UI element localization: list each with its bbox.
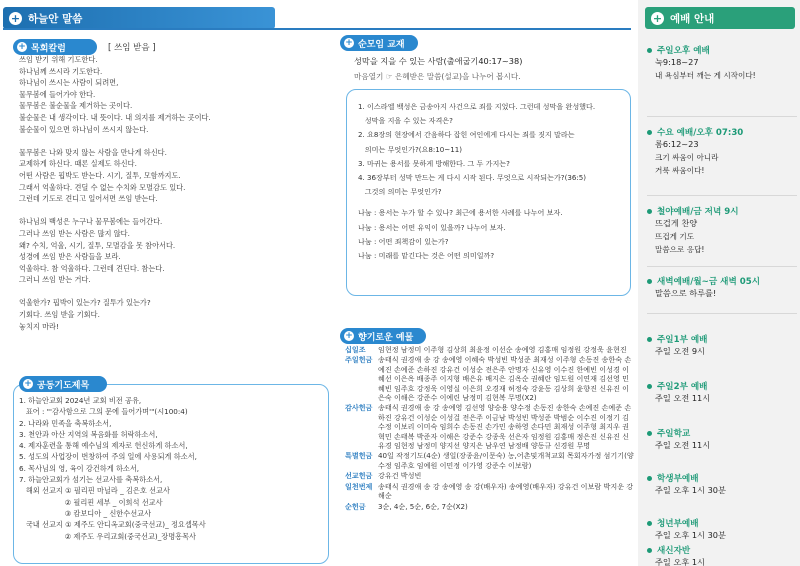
service-item: [647, 333, 797, 358]
offering-names: 3순, 4순, 5순, 6순, 7순(X2): [378, 501, 468, 511]
section-banner-sermon: [3, 7, 275, 29]
column-line: [19, 135, 319, 147]
share-prompt: 나눔 : 어떤 죄책감이 있는가?: [358, 236, 449, 246]
service-detail: 말씀으로 하루를!: [655, 288, 717, 298]
bullet-icon: [647, 279, 652, 284]
service-name-text: 주일2부 예배: [657, 382, 708, 392]
offering-row: [345, 502, 635, 511]
service-name: [647, 472, 797, 484]
offering-names: 강유건 박성빈: [378, 471, 422, 481]
offering-category: 감사헌금: [345, 403, 373, 413]
service-divider: [647, 313, 797, 314]
column-line: 물무봄은 나와 맞지 않는 사람을 만나게 하신다.: [19, 147, 167, 157]
prayer-item: 1. 하늘안교회 2024년 교회 비전 공유,: [19, 396, 142, 405]
service-item: [647, 544, 797, 566]
service-divider: [647, 116, 797, 117]
service-name-text: 수요 예배/오후 07:30: [657, 128, 744, 138]
offering-row: [345, 451, 635, 470]
column-line: 하나님이 쓰시는 사람이 되려면,: [19, 78, 119, 88]
column-line: 그래서 억울하다. 견딜 수 없는 수치와 모멸감도 있다.: [19, 182, 186, 192]
offering-names: 송태식 권경애 송 강 송예영 김선영 양승용 양수정 손동진 송한숙 손예진 손예준 손하진 강유건 이성순 이성걸 전은주 이금남 박성빈 박성준 박범순 이수진 이정기 김수정 이보리 이미숙 임희수 손동진 손가민 송하영 손다민 최재성 이주형 최지우 권혁민 손태복 박준자 이해은 강준수 강종욱 선은자 임정원 김홍매 정은진 신유진 신유경 임현정 남정미 양지선 양지은 남우연 남정배 양동규 신경원 무명: [378, 403, 632, 451]
bullet-icon: [647, 476, 652, 481]
offering-names: 임현정 남정미 이주형 김상희 최윤정 이선순 송예영 김홍매 임정원 강정욱 윤현진: [378, 345, 627, 354]
bullet-icon: [647, 384, 652, 389]
pastor-column-label: + 목회칼럼: [13, 39, 97, 55]
service-detail: 주일 오전 11시: [655, 440, 711, 450]
offering-category: 순헌금: [345, 501, 366, 511]
study-question: 그것의 의미는 무엇인가?: [358, 187, 442, 197]
bullet-icon: [647, 521, 652, 526]
study-subtitle: 마음열기 ☞ 은혜받은 말씀(설교)을 나누어 봅시다.: [354, 72, 521, 81]
service-detail: 크기 싸움이 아니라: [655, 153, 719, 162]
plus-icon: +: [652, 11, 663, 25]
study-question: 2. 요8장의 현장에서 간음하다 잡힌 여인에게 다시는 죄를 짓지 말라는: [358, 130, 575, 140]
study-question: 3. 마귀는 용서를 못하게 방해한다. 그 두 가지는?: [358, 158, 510, 168]
service-detail: 주일 오전 9시: [655, 346, 705, 356]
prayer-label: + 공동기도제목: [19, 376, 107, 392]
study-label: + 순모임 교재: [340, 35, 418, 51]
column-line: 그런데 기도로 견디고 일어서면 쓰임 받는다.: [19, 194, 158, 204]
prayer-item: 7. 하늘안교회가 섬기는 선교사를 축복하소서,: [19, 475, 163, 485]
share-prompt: 나눔 : 용서는 어떤 유익이 있을까? 나누어 보자.: [358, 222, 506, 232]
column-line: 불순물이 있으면 하나님이 쓰시지 않는다.: [19, 124, 149, 134]
service-name-text: 새신자반: [657, 546, 691, 556]
bullet-icon: [647, 130, 652, 135]
service-detail: 내 욕심부터 깨는 게 시작이다!: [655, 71, 756, 80]
service-detail: 주일 오후 1시 30분: [655, 485, 726, 495]
column-line: 성경에 쓰임 받은 사람들을 보라.: [19, 252, 121, 262]
service-detail: 눅9:18~27: [655, 57, 699, 67]
service-name: [647, 427, 797, 439]
column-line: 하나님께 쓰시라 기도한다.: [19, 66, 103, 76]
prayer-item: ② 필리핀 세부 _ 이희석 선교사: [19, 497, 163, 507]
offering-row: [345, 471, 635, 480]
column-line: 물무봄은 불순물을 제거하는 곳이다.: [19, 101, 133, 111]
service-name: [647, 517, 797, 529]
offering-row: [345, 355, 635, 402]
bullet-icon: [647, 548, 652, 553]
plus-icon: +: [345, 37, 353, 48]
service-name-text: 학생부예배: [657, 474, 699, 484]
column-line: 하나님의 백성은 누구나 물무봄에는 들어간다.: [19, 217, 163, 227]
plus-icon: +: [18, 41, 26, 52]
offering-category: 일천번제: [345, 481, 373, 491]
offering-names: 40일 작정기도(4순) 생일(장종윤/이문숙) 농,어촌및개척교회 목회자가정 섬기기(양수정 임주호 임예원 이민정 이가영 강준수 이보람): [378, 451, 634, 470]
share-prompt: 나눔 : 용서는 누가 할 수 있나? 최근에 용서한 사례를 나누어 보자.: [358, 208, 563, 218]
column-line: 기회다. 쓰임 받을 기회다.: [19, 310, 100, 320]
offering-category: 주일헌금: [345, 355, 373, 365]
column-line: 불순물은 내 생각이다. 내 뜻이다. 내 의지를 제거하는 곳이다.: [19, 112, 211, 122]
prayer-item: 국내 선교지 ① 제주도 안디옥교회(중국선교)_ 정요셉목사: [19, 520, 206, 530]
share-prompt: 나눔 : 미래를 맡긴다는 것은 어떤 의미일까?: [358, 251, 495, 261]
column-line: 그러나 쓰임 받는 사람은 많지 않다.: [19, 228, 130, 238]
study-questions: [358, 100, 626, 263]
column-line: [19, 205, 319, 217]
service-item: [647, 380, 797, 405]
service-name: [647, 333, 797, 345]
study-question: 1. 이스라엘 백성은 금송아지 사건으로 죄를 지었다. 그런데 성막을 완성했다.: [358, 102, 596, 111]
service-item: [647, 427, 797, 452]
service-detail: 거룩 싸움이다!: [655, 166, 705, 175]
offering-list: [345, 345, 635, 512]
service-name: [647, 205, 797, 217]
banner-title: 하늘안 말씀: [28, 12, 83, 25]
bullet-icon: [647, 48, 652, 53]
offering-names: 송태식 권경애 송 강 송예영 이혜숙 박성빈 박성준 최재성 이주형 손동진 송한숙 손예진 손예준 손하진 강유건 이성순 전은주 안명자 신유영 이수진 한예빈 이성경 이혜선 이은옥 배종주 이지형 배은유 배지은 김옥순 권혜란 임도원 이연재 김선영 민혜빈 임주호 강정욱 이영실 이은희 오경재 허정숙 강윤동 김상희 윤향진 신유진 이은숙 이해은 강준수 이예린 남정미 김현복 무명(X2): [378, 355, 632, 403]
service-name-text: 철야예배/금 저녁 9시: [657, 207, 739, 217]
prayer-item: 3. 천안과 아산 지역의 복음화를 허락하소서,: [19, 429, 158, 439]
service-name: [647, 380, 797, 392]
service-item: [647, 275, 797, 300]
column-line: 교제하게 하신다. 때론 실제도 하신다.: [19, 159, 137, 169]
service-name: [647, 126, 797, 138]
prayer-list: [19, 395, 329, 542]
banner-divider: [3, 28, 631, 30]
service-detail: 말씀으로 응답!: [655, 245, 705, 254]
column-line: 억울하다. 참 억울하다. 그런데 견딘다. 참는다.: [19, 263, 165, 273]
study-title: 성막을 지을 수 있는 사람(출애굽기40:17~38): [354, 56, 523, 66]
service-item: [647, 205, 797, 256]
service-item: [647, 44, 797, 82]
service-name-text: 새벽예배/월~금 새벽 05시: [657, 277, 760, 287]
prayer-item: ② 제주도 우리교회(중국선교)_장명흥목사: [19, 531, 197, 541]
service-name: [647, 44, 797, 56]
prayer-item: 6. 목사님의 영, 육이 강건하게 하소서,: [19, 463, 140, 473]
service-item: [647, 472, 797, 497]
service-divider: [647, 195, 797, 196]
bullet-icon: [647, 431, 652, 436]
prayer-item: 2. 나라와 민족을 축복하소서,: [19, 418, 112, 428]
service-detail: 주일 오후 1시 30분: [655, 530, 726, 540]
offering-category: 특별헌금: [345, 451, 373, 461]
column-line: 그러니 쓰임 받는 거다.: [19, 275, 91, 285]
prayer-item: 5. 성도의 사업장이 번창하여 주의 일에 사용되게 하소서,: [19, 452, 197, 462]
offering-category: 선교헌금: [345, 471, 373, 481]
offering-row: [345, 403, 635, 450]
column-line: 왜? 수치, 억울, 시기, 질투, 모멸감을 못 참아서다.: [19, 240, 176, 250]
column-title: [ 쓰임 받음 ]: [108, 43, 156, 53]
prayer-item: 표어 : "'감사함으로 그의 문에 들어가며'"(시100:4): [19, 407, 188, 417]
service-name-text: 청년부예배: [657, 519, 699, 529]
offering-label: + 향기로운 예물: [340, 328, 426, 344]
offering-row: [345, 345, 635, 354]
bullet-icon: [647, 209, 652, 214]
service-name-text: 주일학교: [657, 429, 691, 439]
prayer-item: ③ 캄보디아 _ 신한수선교사: [19, 508, 152, 518]
bullet-icon: [647, 337, 652, 342]
offering-names: 송태식 권경애 송 강 송예영 송 강(배우자) 송예영(배우자) 강유건 이보람 박지운 강해순: [378, 481, 634, 501]
pastor-column-body: [19, 54, 319, 332]
column-line: 물무봄에 들어가야 한다.: [19, 89, 96, 99]
column-line: 쓰임 받기 위해 기도한다.: [19, 55, 98, 64]
study-question: 4. 36장부터 성막 만드는 게 다시 시작 된다. 무엇으로 시작되는가?(36:5): [358, 173, 587, 183]
offering-row: [345, 482, 635, 501]
plus-icon: +: [10, 11, 21, 25]
service-detail: 주일 오후 1시: [655, 557, 705, 566]
service-item: [647, 517, 797, 542]
spacer: [358, 199, 626, 206]
column-line: 어떤 사람은 핍박도 받는다. 시기, 질투, 모함까지도.: [19, 170, 181, 180]
column-line: [19, 286, 319, 298]
plus-icon: +: [24, 378, 32, 389]
study-question: 성막을 지을 수 있는 자격은?: [358, 116, 453, 126]
service-detail: 뜨겁게 기도: [655, 232, 695, 241]
service-name-text: 주일1부 예배: [657, 335, 708, 345]
service-name: [647, 275, 797, 287]
service-detail: 주일 오전 11시: [655, 393, 711, 403]
study-question: 의미는 무엇인가?(요8:10~11): [358, 144, 463, 154]
service-name: [647, 544, 797, 556]
service-name-text: 주일오후 예배: [657, 46, 710, 56]
service-detail: 롬6:12~23: [655, 139, 699, 149]
service-header: + 예배 안내: [645, 7, 795, 29]
service-divider: [647, 266, 797, 267]
offering-category: 십일조: [345, 345, 366, 354]
prayer-item: 해외 선교지 ① 필리핀 마닐라 _ 김은호 선교사: [19, 486, 170, 496]
column-line: 놓치지 마라!: [19, 321, 59, 331]
service-detail: 뜨겁게 찬양: [655, 218, 698, 228]
plus-icon: +: [345, 330, 353, 341]
prayer-item: 4. 제자훈련을 통해 예수님의 제자로 헌신하게 하소서,: [19, 441, 188, 451]
service-item: [647, 126, 797, 177]
column-line: 억울한가? 핍박이 있는가? 질투가 있는가?: [19, 298, 151, 308]
